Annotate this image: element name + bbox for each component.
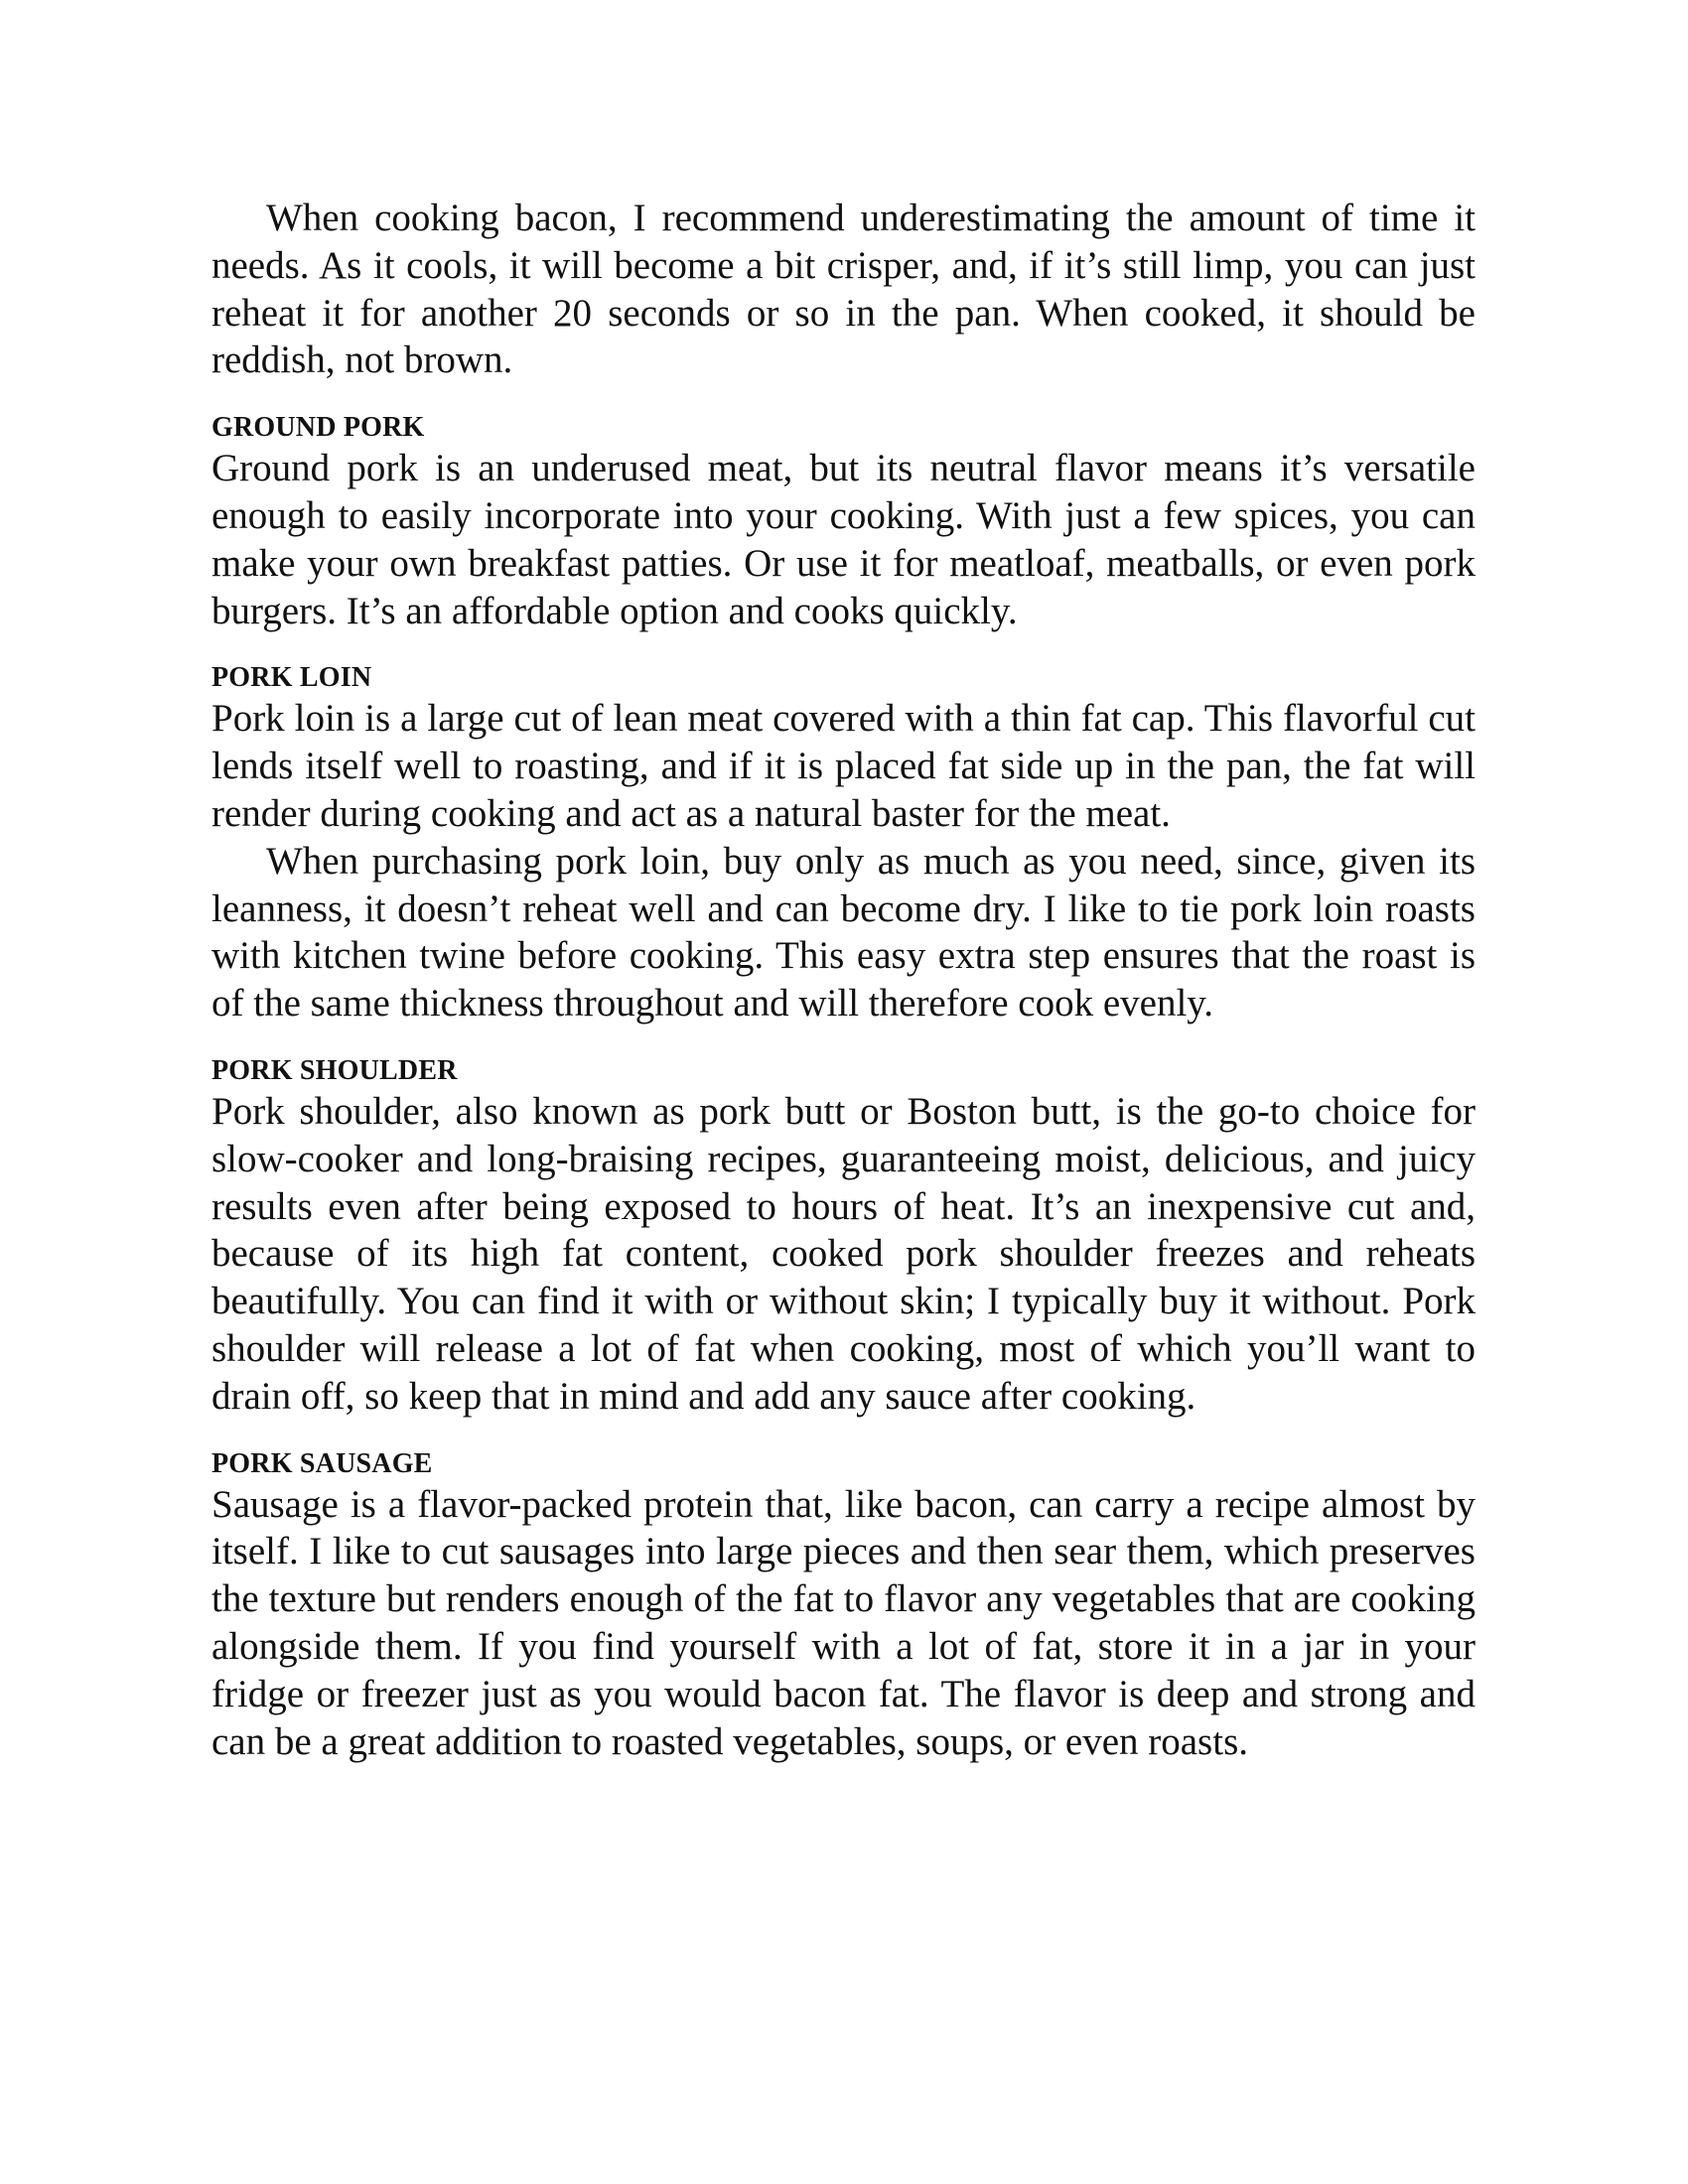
section-heading: PORK SAUSAGE [211,1447,433,1479]
page-content [211,195,1476,1765]
section-paragraph: Pork loin is a large cut of lean meat covered with a thin fat cap. This flavorful cut lends itself well to roasting, and if it is placed fat side up in the pan, the fat will render during cooking and act as a natural baster for the meat. [211,697,1476,835]
section-pork-loin [211,661,1476,1027]
section-heading: PORK LOIN [211,662,372,694]
section-pork-sausage [211,1447,1476,1766]
section-paragraph: When purchasing pork loin, buy only as much as you need, since, given its leanness, it doesn’t reheat well and can become dry. I like to tie pork loin roasts with kitchen twine before cooking. This easy extra step ensures that the roast is of the same thickness throughout and will therefore cook evenly. [211,839,1476,1025]
section-heading: PORK SHOULDER [211,1054,458,1086]
section-ground-pork [211,411,1476,634]
intro-paragraph: When cooking bacon, I recommend underestimating the amount of time it needs. As it cools, it will become a bit crisper, and, if it’s still limp, you can just reheat it for another 20 seconds or so in the pan. When cooked, it should be reddish, not brown. [211,197,1476,382]
section-heading: GROUND PORK [211,412,425,444]
section-paragraph: Pork shoulder, also known as pork butt or Boston butt, is the go-to choice for slow-cooker and long-braising recipes, guaranteeing moist, delicious, and juicy results even after being exposed to hours of heat. It’s an inexpensive cut and, because of its high fat content, cooked pork shoulder freezes and reheats beautifully. You can find it with or without skin; I typically buy it without. Pork shoulder will release a lot of fat when cooking, most of which you’ll want to drain off, so keep that in mind and add any sauce after cooking. [211,1089,1476,1418]
section-paragraph: Ground pork is an underused meat, but its neutral flavor means it’s versatile enough to easily incorporate into your cooking. With just a few spices, you can make your own breakfast patties. Or use it for meatloaf, meatballs, or even pork burgers. It’s an affordable option and cooks quickly. [211,447,1476,632]
section-pork-shoulder [211,1054,1476,1421]
section-paragraph: Sausage is a flavor-packed protein that, like bacon, can carry a recipe almost by itself. I like to cut sausages into large pieces and then sear them, which preserves the texture but renders enough of the fat to flavor any vegetables that are cooking alongside them. If you find yourself with a lot of fat, store it in a jar in your fridge or freezer just as you would bacon fat. The flavor is deep and strong and can be a great addition to roasted vegetables, soups, or even roasts. [211,1482,1476,1763]
